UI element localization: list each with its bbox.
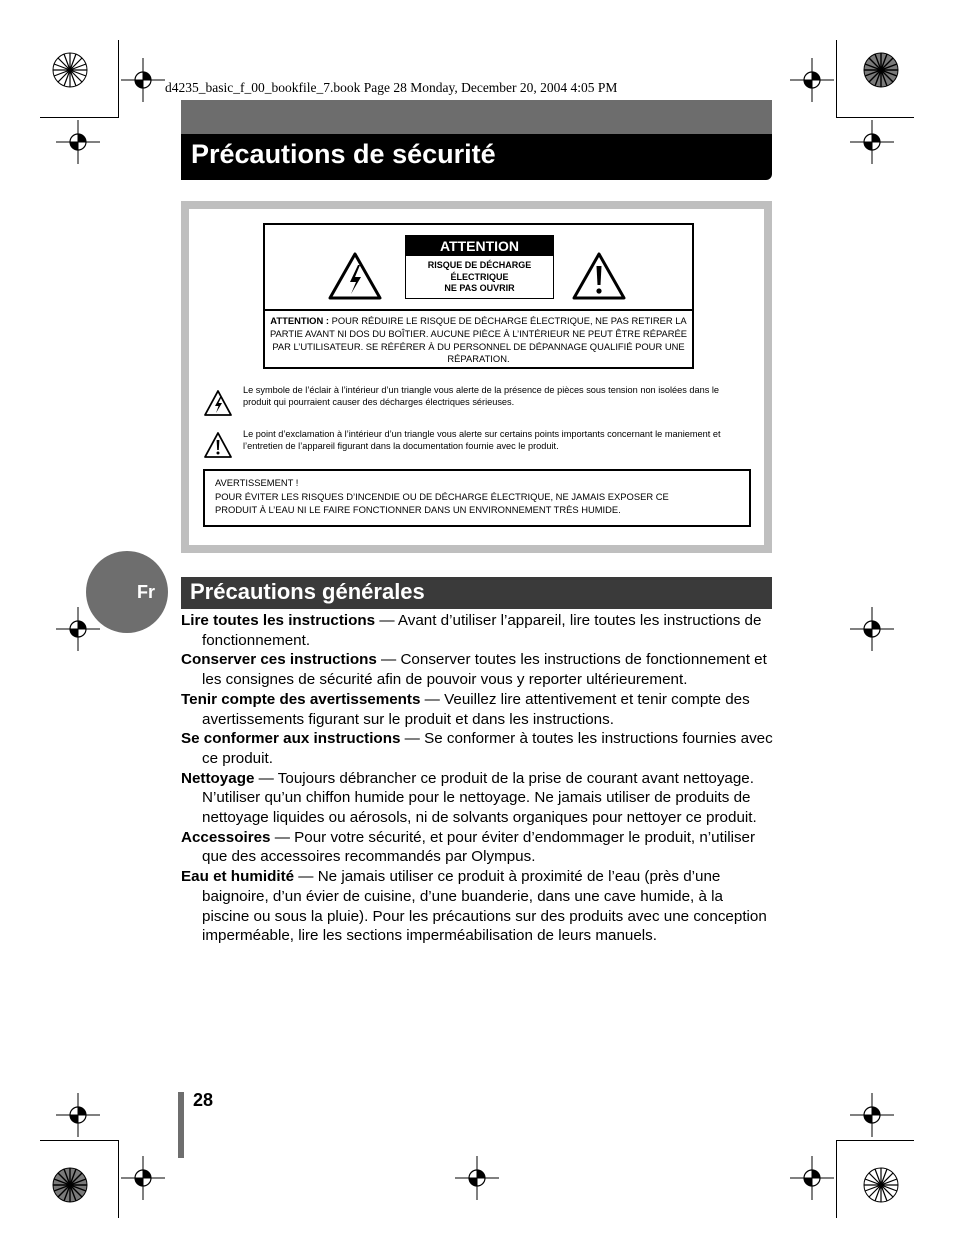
lightning-triangle-icon	[203, 389, 233, 417]
symbol-text-exclamation: Le point d’exclamation à l’intérieur d’un triangle vous alerte sur certains points importants concernant le maniement et l’entretien de l’appareil figurant dans la documentation fournie avec le produit.	[243, 429, 721, 452]
language-tab	[86, 551, 168, 633]
item-term: Accessoires	[181, 828, 271, 846]
item-text: — Veuillez lire attentivement et tenir compte des avertissements figurant sur le produit et dans les instructions.	[202, 690, 750, 728]
language-tab-label: Fr	[137, 582, 155, 602]
item-text: — Pour votre sécurité, et pour éviter d’endommager le produit, n’utiliser que des accessoires recommandés par Olympus.	[202, 828, 756, 866]
item-term: Se conformer aux instructions	[181, 730, 401, 748]
symbol-text-lightning: Le symbole de l’éclair à l’intérieur d’un triangle vous alerte de la présence de pièces sous tension non isolées dans le produit qui pourraient causer des décharges électriques sérieuses.	[243, 385, 719, 408]
page-number-bar	[178, 1092, 184, 1158]
exclamation-triangle-icon	[203, 431, 233, 459]
safety-panel	[181, 201, 772, 553]
warning-line-1: POUR ÉVITER LES RISQUES D’INCENDIE OU DE DÉCHARGE ÉLECTRIQUE, NE JAMAIS EXPOSER CE	[215, 491, 669, 502]
list-item	[181, 729, 773, 768]
caution-text	[269, 315, 688, 366]
list-item	[181, 867, 773, 946]
item-text: — Conserver toutes les instructions de fonctionnement et les consignes de sécurité afin de pouvoir vous y reporter ultérieurement.	[202, 651, 767, 689]
warning-line-2: PRODUIT À L’EAU NI LE FAIRE FONCTIONNER DANS UN ENVIRONNEMENT TRÈS HUMIDE.	[215, 504, 621, 515]
warning-heading: AVERTISSEMENT !	[215, 477, 299, 488]
exclamation-triangle-icon	[571, 251, 627, 301]
page-number: 28	[193, 1090, 214, 1110]
precautions-list	[181, 611, 773, 946]
item-text: — Se conformer à toutes les instructions fournies avec ce produit.	[202, 730, 773, 767]
attention-line-1: RISQUE DE DÉCHARGE	[427, 260, 532, 270]
section-subtitle: Précautions générales	[190, 579, 425, 604]
subtitle-bar	[181, 577, 772, 609]
caution-lead: ATTENTION :	[270, 315, 329, 326]
list-item	[181, 650, 773, 689]
list-item	[181, 690, 773, 729]
item-term: Nettoyage	[181, 769, 255, 787]
list-item	[181, 611, 773, 650]
attention-heading: ATTENTION	[406, 236, 553, 256]
item-term: Lire toutes les instructions	[181, 612, 376, 629]
item-text: — Toujours débrancher ce produit de la prise de courant avant nettoyage. N’utiliser qu’un chiffon humide pour le nettoyage. Ne jamais utiliser de produits de nettoyage liquides ou aérosols, ni de solvants organiques pour nettoyer ce produit.	[202, 769, 757, 827]
attention-line-2: ÉLECTRIQUE	[450, 271, 509, 282]
attention-line-3: NE PAS OUVRIR	[444, 283, 515, 293]
book-info-line: d4235_basic_f_00_bookfile_7.book Page 28 Monday, December 20, 2004 4:05 PM	[165, 80, 618, 95]
item-term: Conserver ces instructions	[181, 651, 377, 669]
item-text: — Ne jamais utiliser ce produit à proximité de l’eau (près d’une baignoire, d’un évier de cuisine, d’une buanderie, dans une cave humide, à la piscine ou sous la pluie). Pour les précautions sur des produits avec une conception imperméable, lire les sections imperméabilisation de leurs manuels.	[202, 868, 767, 945]
item-term: Tenir compte des avertissements	[181, 690, 421, 708]
caution-box	[263, 223, 694, 369]
list-item	[181, 769, 773, 828]
item-term: Eau et humidité	[181, 868, 295, 886]
item-text: — Avant d’utiliser l’appareil, lire toutes les instructions de fonctionnement.	[202, 612, 762, 649]
warning-box	[203, 469, 751, 527]
caution-body: POUR RÉDUIRE LE RISQUE DE DÉCHARGE ÉLECTRIQUE, NE PAS RETIRER LA PARTIE AVANT NI DOS DU BOÎTIER. AUCUNE PIÈCE À L’INTÉRIEUR NE PEUT ÊTRE RÉPARÉE PAR L’UTILISATEUR. SE RÉFÉRER À DU PERSONNEL DE DÉPANNAGE QUALIFIÉ POUR UNE RÉPARATION.	[269, 315, 688, 365]
lightning-triangle-icon	[327, 251, 383, 301]
page-title: Précautions de sécurité	[191, 139, 496, 169]
list-item	[181, 828, 773, 867]
attention-label	[405, 235, 554, 299]
title-bar	[181, 100, 772, 180]
